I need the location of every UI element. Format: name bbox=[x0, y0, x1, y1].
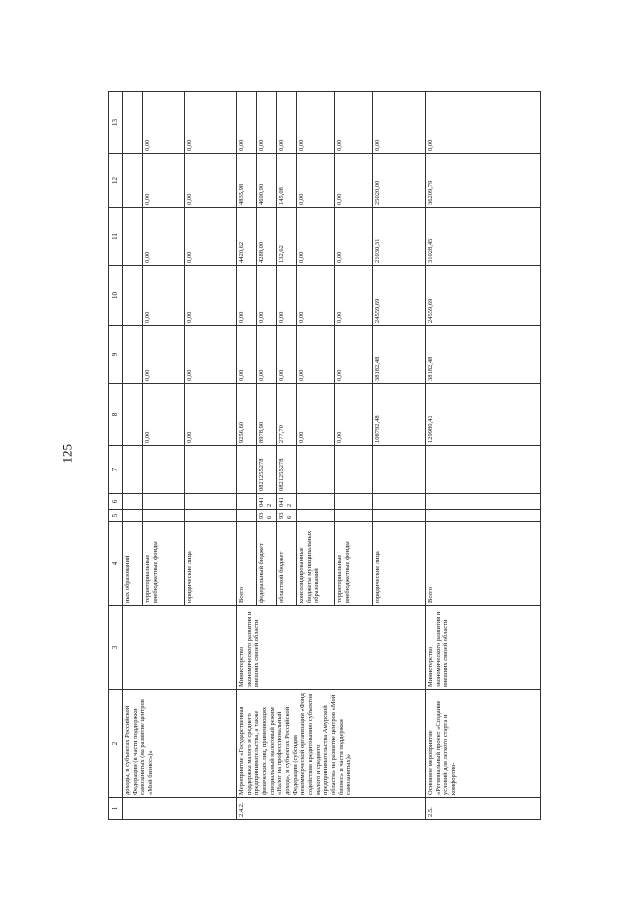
value-cell: 0,00 bbox=[237, 326, 257, 384]
header-cell: 8 bbox=[109, 384, 123, 446]
executor-cell: Министерство экономического развития и внешних связей области bbox=[426, 606, 541, 690]
value-cell bbox=[123, 92, 143, 154]
value-cell: 0,00 bbox=[185, 208, 237, 266]
value-cell bbox=[123, 154, 143, 208]
value-cell: 0,00 bbox=[257, 92, 277, 154]
header-cell: 12 bbox=[109, 154, 123, 208]
value-cell bbox=[426, 446, 541, 494]
item-number-cell: 2.4.2. bbox=[237, 798, 426, 820]
value-cell: 0,00 bbox=[185, 384, 237, 446]
value-cell: 0,00 bbox=[277, 266, 297, 326]
value-cell: 0,00 bbox=[426, 92, 541, 154]
value-cell bbox=[373, 510, 426, 522]
value-cell: 0,00 bbox=[185, 154, 237, 208]
value-cell: 0,00 bbox=[277, 326, 297, 384]
value-cell bbox=[373, 446, 426, 494]
value-cell bbox=[123, 494, 143, 510]
value-cell bbox=[143, 494, 185, 510]
funding-source-cell: юридические лица bbox=[185, 522, 237, 606]
value-cell: 4420,62 bbox=[237, 208, 257, 266]
value-cell: 108792,48 bbox=[373, 384, 426, 446]
header-cell: 13 bbox=[109, 92, 123, 154]
value-cell bbox=[426, 494, 541, 510]
value-cell: 0,00 bbox=[297, 266, 335, 326]
funding-source-cell: федеральный бюджет bbox=[257, 522, 277, 606]
header-cell: 9 bbox=[109, 326, 123, 384]
value-cell: 0,00 bbox=[335, 384, 373, 446]
header-cell: 2 bbox=[109, 690, 123, 798]
funding-source-cell: юридические лица bbox=[373, 522, 426, 606]
value-cell bbox=[335, 446, 373, 494]
value-cell bbox=[123, 208, 143, 266]
header-cell: 3 bbox=[109, 606, 123, 690]
executor-cell bbox=[123, 606, 237, 690]
value-cell: 9256,60 bbox=[237, 384, 257, 446]
item-name-cell: Мероприятие «Государственная поддержка малого и среднего предпринимательства, а также физических лиц, применяющих специальный налоговый режим «Налог на профессиональный доход», в субъектах Российской Федерации (субсидия некоммерческой организации «Фонд содействия кредитованию субъектов малого и среднего предпринимательства Амурской области» на развитие центров «Мой бизнес» в части поддержки самозанятых)» bbox=[237, 690, 426, 798]
value-cell bbox=[426, 510, 541, 522]
executor-cell: Министерство экономического развития и внешних связей области bbox=[237, 606, 426, 690]
value-cell: 0821255278 bbox=[277, 446, 297, 494]
rotated-table-container bbox=[108, 92, 518, 820]
value-cell: 0,00 bbox=[297, 154, 335, 208]
value-cell bbox=[185, 510, 237, 522]
value-cell bbox=[123, 446, 143, 494]
value-cell bbox=[185, 494, 237, 510]
value-cell bbox=[335, 510, 373, 522]
value-cell: 0,00 bbox=[297, 384, 335, 446]
value-cell bbox=[123, 510, 143, 522]
header-cell: 6 bbox=[109, 494, 123, 510]
value-cell: 0,00 bbox=[143, 92, 185, 154]
value-cell: 0,00 bbox=[335, 92, 373, 154]
value-cell bbox=[297, 510, 335, 522]
value-cell: 36209,79 bbox=[426, 154, 541, 208]
value-cell: 4835,98 bbox=[237, 154, 257, 208]
value-cell: 0,00 bbox=[277, 92, 297, 154]
value-cell: 132,62 bbox=[277, 208, 297, 266]
header-cell: 1 bbox=[109, 798, 123, 820]
header-cell: 5 bbox=[109, 510, 123, 522]
value-cell: 24559,69 bbox=[426, 266, 541, 326]
value-cell: 0,00 bbox=[237, 266, 257, 326]
value-cell: 0,00 bbox=[143, 208, 185, 266]
value-cell: 0,00 bbox=[297, 208, 335, 266]
funding-source-cell: территориальные внебюджетные фонды bbox=[335, 522, 373, 606]
value-cell: 4288,00 bbox=[257, 208, 277, 266]
value-cell: 0,00 bbox=[257, 326, 277, 384]
value-cell: 0412 bbox=[257, 494, 277, 510]
table-row bbox=[237, 92, 257, 820]
value-cell bbox=[237, 446, 257, 494]
value-cell bbox=[297, 494, 335, 510]
value-cell bbox=[373, 494, 426, 510]
value-cell: 0,00 bbox=[335, 326, 373, 384]
funding-source-cell: ных образований bbox=[123, 522, 143, 606]
value-cell: 8978,90 bbox=[257, 384, 277, 446]
value-cell: 0412 bbox=[277, 494, 297, 510]
value-cell bbox=[335, 494, 373, 510]
table-row bbox=[123, 92, 143, 820]
value-cell: 129980,41 bbox=[426, 384, 541, 446]
table-row bbox=[426, 92, 541, 820]
header-cell: 11 bbox=[109, 208, 123, 266]
value-cell: 0,00 bbox=[335, 208, 373, 266]
value-cell: 0,00 bbox=[185, 266, 237, 326]
value-cell bbox=[123, 326, 143, 384]
item-number-cell: 2.5. bbox=[426, 798, 541, 820]
value-cell bbox=[123, 266, 143, 326]
value-cell: 0,00 bbox=[185, 326, 237, 384]
funding-source-cell: территориальные внебюджетные фонды bbox=[143, 522, 185, 606]
funding-source-cell: областной бюджет bbox=[277, 522, 297, 606]
budget-table bbox=[108, 91, 541, 820]
value-cell: 0,00 bbox=[373, 92, 426, 154]
value-cell bbox=[185, 446, 237, 494]
item-name-cell: доходы, в субъектах Российской Федерации (в части поддержки самозанятых (на развитие центров «Мой бизнес»)» bbox=[123, 690, 237, 798]
value-cell: 0,00 bbox=[335, 266, 373, 326]
value-cell: 0,00 bbox=[335, 154, 373, 208]
value-cell: 0,00 bbox=[143, 384, 185, 446]
value-cell bbox=[237, 510, 257, 522]
value-cell: 0,00 bbox=[143, 326, 185, 384]
value-cell: 0,00 bbox=[185, 92, 237, 154]
item-name-cell: Основное мероприятие «Региональный проект «Создание условий для легкого старта и комфортно- bbox=[426, 690, 541, 798]
value-cell bbox=[123, 384, 143, 446]
value-cell bbox=[143, 510, 185, 522]
value-cell: 21030,31 bbox=[373, 208, 426, 266]
funding-source-cell: Всего bbox=[426, 522, 541, 606]
value-cell: 277,70 bbox=[277, 384, 297, 446]
funding-source-cell: Всего bbox=[237, 522, 257, 606]
value-cell: 0,00 bbox=[257, 266, 277, 326]
value-cell bbox=[143, 446, 185, 494]
value-cell: 25020,00 bbox=[373, 154, 426, 208]
header-cell: 7 bbox=[109, 446, 123, 494]
value-cell: 38182,48 bbox=[373, 326, 426, 384]
header-row bbox=[109, 92, 123, 820]
value-cell: 936 bbox=[257, 510, 277, 522]
header-cell: 10 bbox=[109, 266, 123, 326]
header-cell: 4 bbox=[109, 522, 123, 606]
table-body bbox=[123, 92, 541, 820]
value-cell: 4690,90 bbox=[257, 154, 277, 208]
value-cell: 0,00 bbox=[297, 92, 335, 154]
value-cell: 145,08 bbox=[277, 154, 297, 208]
value-cell: 0,00 bbox=[297, 326, 335, 384]
funding-source-cell: консолидированные бюджеты муниципальных образований bbox=[297, 522, 335, 606]
value-cell: 936 bbox=[277, 510, 297, 522]
value-cell bbox=[237, 494, 257, 510]
value-cell: 24559,69 bbox=[373, 266, 426, 326]
page-number: 125 bbox=[59, 444, 75, 464]
value-cell bbox=[297, 446, 335, 494]
value-cell: 0821255278 bbox=[257, 446, 277, 494]
value-cell: 38182,48 bbox=[426, 326, 541, 384]
item-number-cell bbox=[123, 798, 237, 820]
value-cell: 0,00 bbox=[237, 92, 257, 154]
value-cell: 31028,45 bbox=[426, 208, 541, 266]
value-cell: 0,00 bbox=[143, 154, 185, 208]
value-cell: 0,00 bbox=[143, 266, 185, 326]
